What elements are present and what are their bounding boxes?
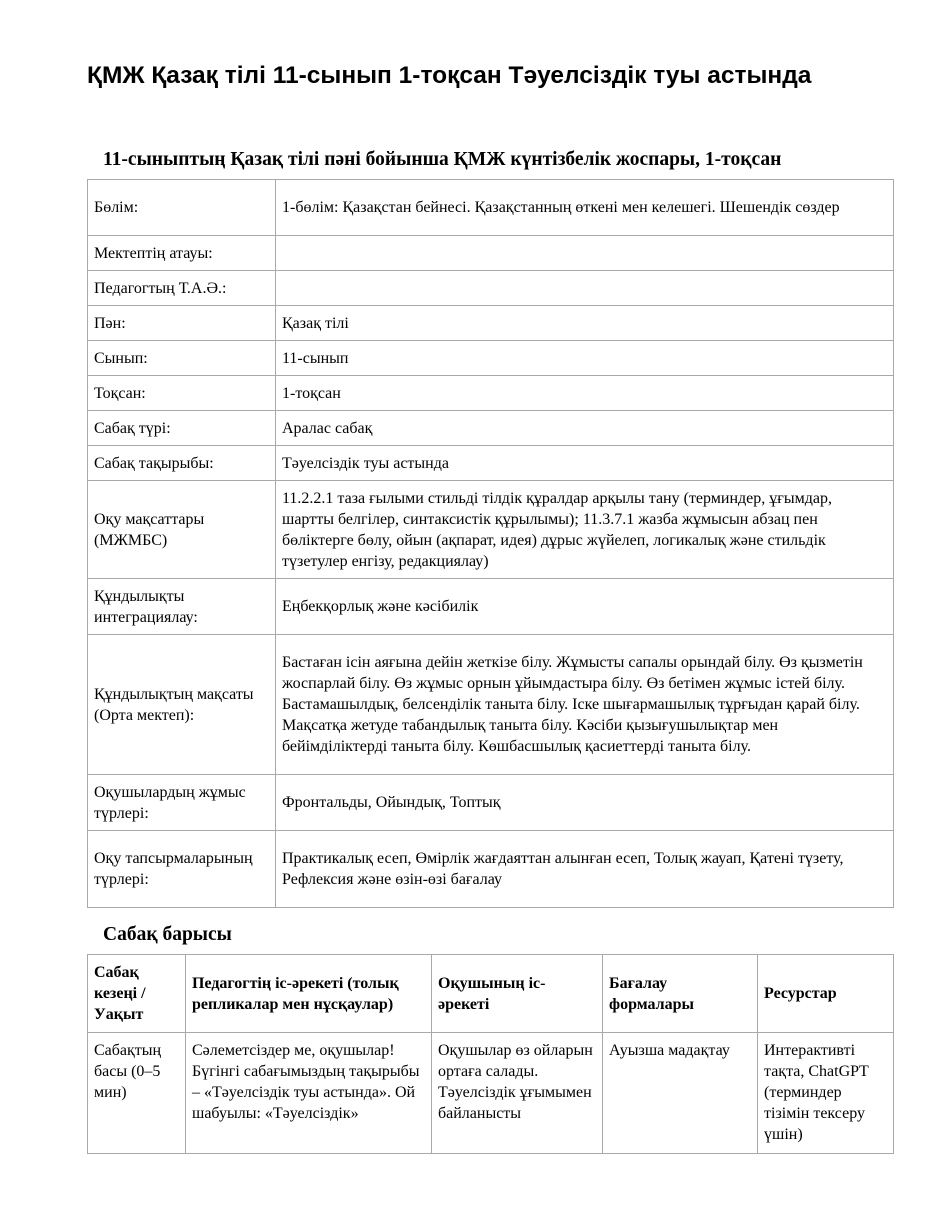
table-row <box>88 446 894 481</box>
cell-stage: Сабақтың басы (0–5 мин) <box>88 1033 186 1154</box>
row-value-grade: 11-сынып <box>276 341 894 376</box>
row-value-lesson-type: Аралас сабақ <box>276 411 894 446</box>
table-row <box>88 271 894 306</box>
row-label-learning-objectives: Оқу мақсаттары (МЖМБС) <box>88 481 276 579</box>
table-row <box>88 775 894 831</box>
column-header-assessment: Бағалау формалары <box>603 955 758 1033</box>
row-label-task-types: Оқу тапсырмаларының түрлері: <box>88 831 276 908</box>
row-value-teacher <box>276 271 894 306</box>
table-row <box>88 579 894 635</box>
table-row <box>88 180 894 236</box>
plan-heading: 11-сыныптың Қазақ тілі пәні бойынша ҚМЖ күнтізбелік жоспары, 1-тоқсан <box>103 149 782 170</box>
row-label-subject: Пән: <box>88 306 276 341</box>
row-label-school: Мектептің атауы: <box>88 236 276 271</box>
table-row <box>88 1033 894 1154</box>
row-value-section: 1-бөлім: Қазақстан бейнесі. Қазақстанның өткені мен келешегі. Шешендік сөздер <box>276 180 894 236</box>
row-label-value-goal: Құндылықтың мақсаты (Орта мектеп): <box>88 635 276 775</box>
table-row <box>88 341 894 376</box>
lesson-table <box>87 954 894 1154</box>
table-row <box>88 831 894 908</box>
row-label-grade: Сынып: <box>88 341 276 376</box>
row-label-work-types: Оқушылардың жұмыс түрлері: <box>88 775 276 831</box>
row-value-learning-objectives: 11.2.2.1 таза ғылыми стильді тілдік құралдар арқылы тану (терминдер, ұғымдар, шартты белгілер, синтаксистік құрылымы); 11.3.7.1 жазба жұмысын абзац пен бөліктерге бөлу, ойын (ақпарат, идея) дұрыс жүйелеп, логикалық және стильдік түзетулер енгізу, редакциялау) <box>276 481 894 579</box>
row-label-value-integration: Құндылықты интеграциялау: <box>88 579 276 635</box>
cell-assessment: Ауызша мадақтау <box>603 1033 758 1154</box>
row-label-lesson-type: Сабақ түрі: <box>88 411 276 446</box>
row-value-value-integration: Еңбекқорлық және кәсібилік <box>276 579 894 635</box>
lesson-progress-heading: Сабақ барысы <box>103 924 232 945</box>
document-title: ҚМЖ Қазақ тілі 11-сынып 1-тоқсан Тәуелсіздік туы астында <box>87 62 812 89</box>
cell-resources: Интерактивті тақта, ChatGPT (терминдер тізімін тексеру үшін) <box>758 1033 894 1154</box>
row-value-quarter: 1-тоқсан <box>276 376 894 411</box>
row-label-lesson-topic: Сабақ тақырыбы: <box>88 446 276 481</box>
table-row <box>88 236 894 271</box>
column-header-student-activity: Оқушының іс-әрекеті <box>432 955 603 1033</box>
table-row <box>88 376 894 411</box>
row-value-subject: Қазақ тілі <box>276 306 894 341</box>
table-row <box>88 635 894 775</box>
cell-student-activity: Оқушылар өз ойларын ортаға салады. Тәуелсіздік ұғымымен байланысты <box>432 1033 603 1154</box>
row-value-school <box>276 236 894 271</box>
cell-teacher-activity: Сәлеметсіздер ме, оқушылар! Бүгінгі сабағымыздың тақырыбы – «Тәуелсіздік туы астында». Ой шабуылы: «Тәуелсіздік» <box>186 1033 432 1154</box>
row-value-value-goal: Бастаған ісін аяғына дейін жеткізе білу. Жұмысты сапалы орындай білу. Өз қызметін жоспарлай білу. Өз жұмыс орнын ұйымдастыра білу. Өз бетімен жұмыс істей білу. Бастамашылдық, белсенділік таныта білу. Іске шығармашылық тұрғыдан қарай білу. Мақсатқа жетуде табандылық таныта білу. Кәсіби қызығушылықтар мен бейімділіктерді таныта білу. Көшбасшылық қасиеттерді таныта білу. <box>276 635 894 775</box>
table-row <box>88 411 894 446</box>
row-label-quarter: Тоқсан: <box>88 376 276 411</box>
column-header-resources: Ресурстар <box>758 955 894 1033</box>
column-header-stage: Сабақ кезеңі / Уақыт <box>88 955 186 1033</box>
plan-table <box>87 179 894 908</box>
table-row <box>88 306 894 341</box>
table-row <box>88 481 894 579</box>
column-header-teacher-activity: Педагогтің іс-әрекеті (толық репликалар мен нұсқаулар) <box>186 955 432 1033</box>
table-header-row <box>88 955 894 1033</box>
row-value-work-types: Фронтальды, Ойындық, Топтық <box>276 775 894 831</box>
row-label-teacher: Педагогтың Т.А.Ә.: <box>88 271 276 306</box>
row-value-task-types: Практикалық есеп, Өмірлік жағдаяттан алынған есеп, Толық жауап, Қатені түзету, Рефлексия және өзін-өзі бағалау <box>276 831 894 908</box>
row-label-section: Бөлім: <box>88 180 276 236</box>
row-value-lesson-topic: Тәуелсіздік туы астында <box>276 446 894 481</box>
